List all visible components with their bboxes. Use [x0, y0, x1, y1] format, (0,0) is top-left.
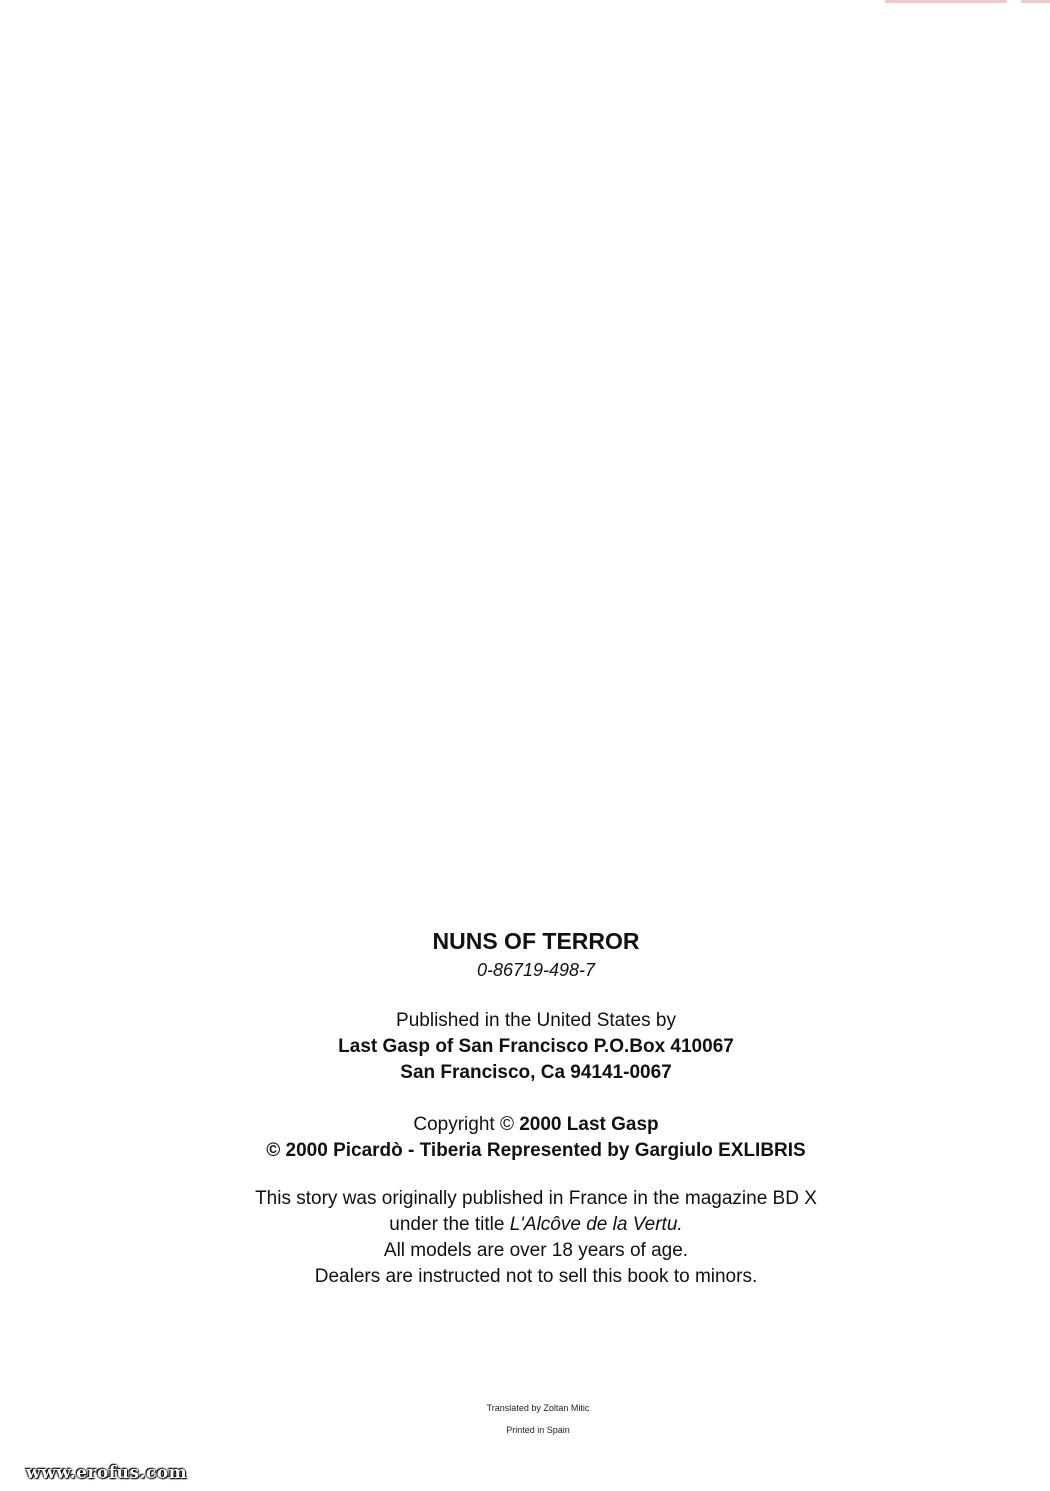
publisher-block — [0, 1008, 1050, 1086]
publisher-address: San Francisco, Ca 94141-0067 — [400, 1062, 672, 1083]
original-title-line — [0, 1212, 1050, 1238]
original-title-prefix: under the title — [389, 1214, 510, 1235]
book-title: NUNS OF TERROR — [432, 928, 640, 954]
copyright-prefix: Copyright © — [413, 1114, 520, 1135]
copyright-holder: 2000 Last Gasp — [519, 1114, 659, 1135]
translator-credit: Translated by Zoltan Mitic — [486, 1403, 590, 1413]
footer — [0, 1402, 1050, 1437]
copyright-line — [0, 1112, 1050, 1138]
original-title: L'Alcôve de la Vertu. — [509, 1214, 683, 1235]
copyright-block — [0, 1112, 1050, 1164]
origin-notice: This story was originally published in France in the magazine BD X — [255, 1188, 817, 1209]
artwork-copyright: © 2000 Picardò - Tiberia Represented by Gargiulo EXLIBRIS — [266, 1140, 806, 1161]
printed-in: Printed in Spain — [506, 1425, 570, 1435]
site-watermark: www.erofus.com — [26, 1463, 188, 1483]
top-edge-strip-segment — [885, 0, 1007, 3]
isbn: 0-86719-498-7 — [476, 960, 596, 980]
top-edge-strip-segment — [1021, 0, 1050, 3]
publisher-name: Last Gasp of San Francisco P.O.Box 410067 — [338, 1036, 734, 1057]
top-edge-strip — [885, 0, 1050, 4]
notice-block — [0, 1186, 1050, 1290]
publisher-intro: Published in the United States by — [396, 1010, 676, 1031]
dealer-notice: Dealers are instructed not to sell this book to minors. — [314, 1266, 758, 1287]
colophon — [0, 926, 1050, 1290]
age-notice: All models are over 18 years of age. — [383, 1240, 689, 1261]
